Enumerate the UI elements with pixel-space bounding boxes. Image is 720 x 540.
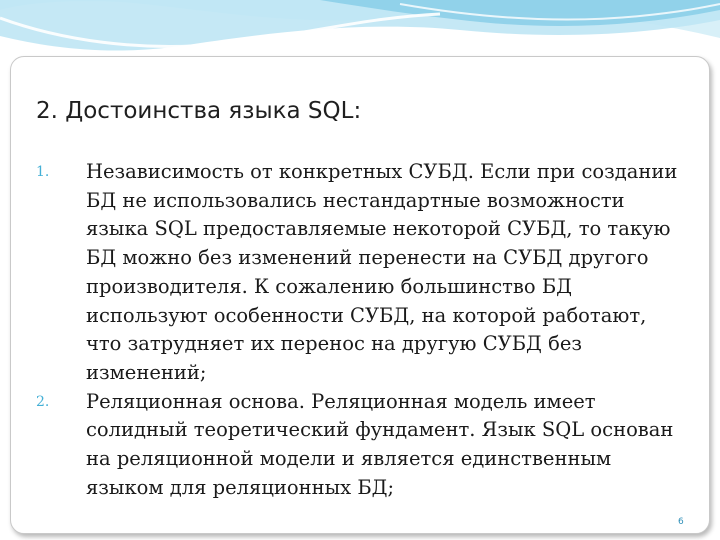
list-item-text: Реляционная основа. Реляционная модель имеет солидный теоретический фундамент. Язык SQL основан на реляционной модели и является единственным языком для реляционных БД; <box>86 389 674 499</box>
slide-title: 2. Достоинства языка SQL: <box>36 98 362 124</box>
list-item <box>36 158 684 388</box>
list-item <box>36 388 684 503</box>
page-number: 6 <box>678 517 684 527</box>
list-marker: 2. <box>36 393 50 410</box>
advantages-list <box>36 158 684 502</box>
list-item-text: Независимость от конкретных СУБД. Если при создании БД не использовались нестандартные возможности языка SQL предоставляемые некоторой СУБД, то такую БД можно без изменений перенести на СУБД другого производителя. К сожалению большинство БД используют особенности СУБД, на которой работают, что затрудняет их перенос на другую СУБД без изменений; <box>86 160 678 384</box>
list-marker: 1. <box>36 164 50 180</box>
